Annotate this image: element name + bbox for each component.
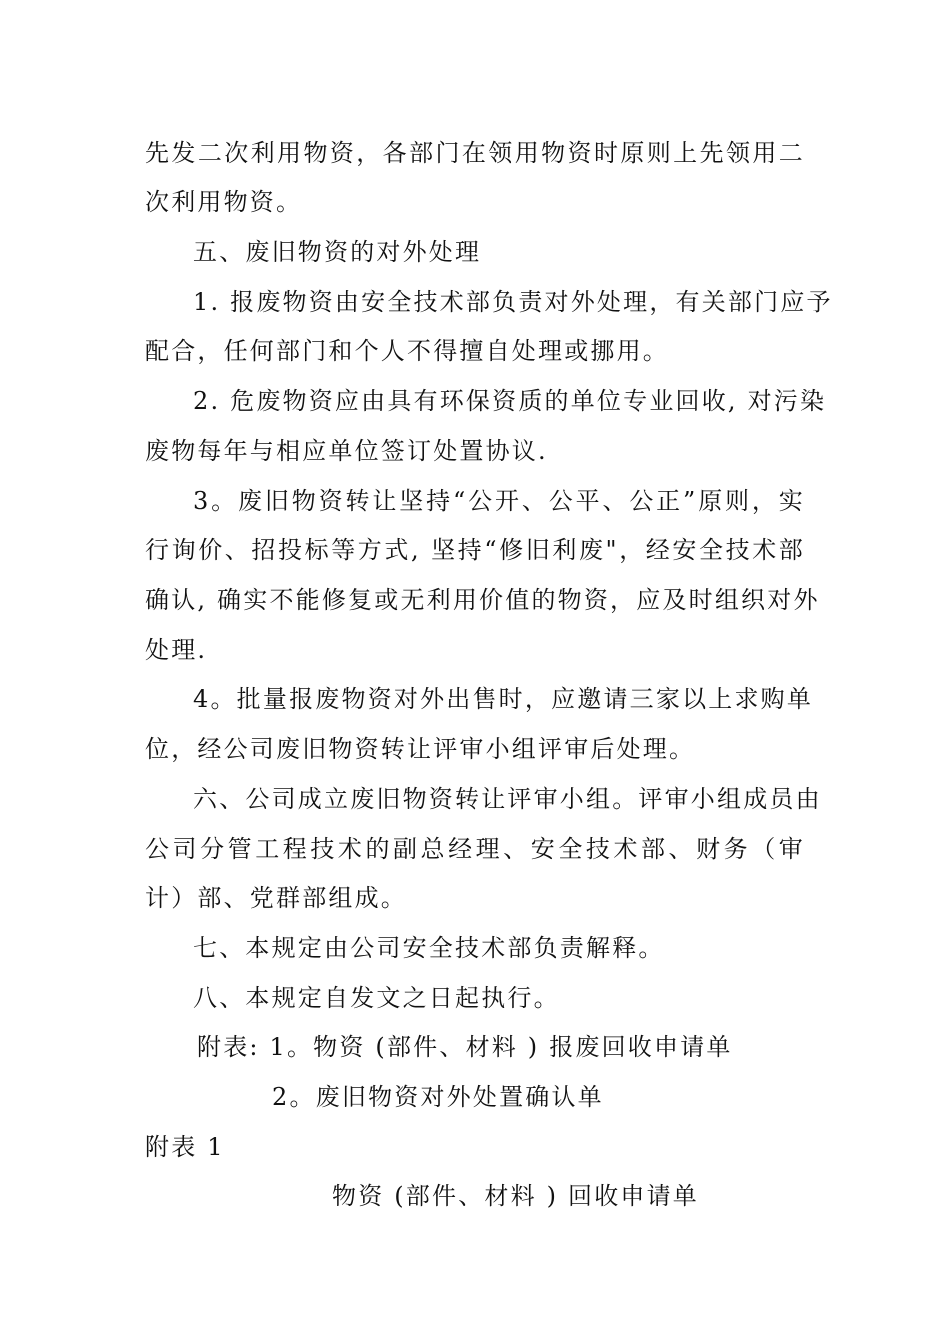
attachment-list-item: 2。废旧物资对外处置确认单 (272, 1083, 604, 1111)
form-title: 物资 (部件、材料 ) 回收申请单 (332, 1182, 700, 1210)
paragraph-line: 确认, 确实不能修复或无利用价值的物资，应及时组织对外 (145, 586, 820, 614)
paragraph-line: 1. 报废物资由安全技术部负责对外处理，有关部门应予 (193, 288, 833, 316)
paragraph-line: 位，经公司废旧物资转让评审小组评审后处理。 (145, 735, 696, 763)
paragraph-line: 废物每年与相应单位签订处置协议. (145, 437, 548, 465)
paragraph-line: 2. 危废物资应由具有环保资质的单位专业回收, 对污染 (193, 387, 827, 415)
attachment-list-item: 附表: 1。物资 (部件、材料 ) 报废回收申请单 (197, 1033, 733, 1061)
paragraph-line: 公司分管工程技术的副总经理、安全技术部、财务（审 (145, 835, 805, 863)
attachment-label: 附表 1 (145, 1133, 225, 1161)
section-heading-8: 八、本规定自发文之日起执行。 (193, 984, 560, 1012)
paragraph-line: 4。批量报废物资对外出售时，应邀请三家以上求购单 (193, 685, 814, 713)
section-heading-6: 六、公司成立废旧物资转让评审小组。评审小组成员由 (193, 785, 822, 813)
paragraph-line: 计）部、党群部组成。 (145, 884, 407, 912)
paragraph-line: 处理. (145, 636, 208, 664)
paragraph-line: 行询价、招投标等方式, 坚持“修旧利废"，经安全技术部 (145, 536, 805, 564)
section-heading-5: 五、废旧物资的对外处理 (193, 238, 482, 266)
section-heading-7: 七、本规定由公司安全技术部负责解释。 (193, 934, 665, 962)
paragraph-line: 次利用物资。 (145, 188, 303, 216)
paragraph-line: 先发二次利用物资，各部门在领用物资时原则上先领用二 (145, 139, 805, 167)
paragraph-line: 配合，任何部门和个人不得擅自处理或挪用。 (145, 337, 669, 365)
paragraph-line: 3。废旧物资转让坚持“公开、公平、公正”原则，实 (193, 487, 805, 515)
